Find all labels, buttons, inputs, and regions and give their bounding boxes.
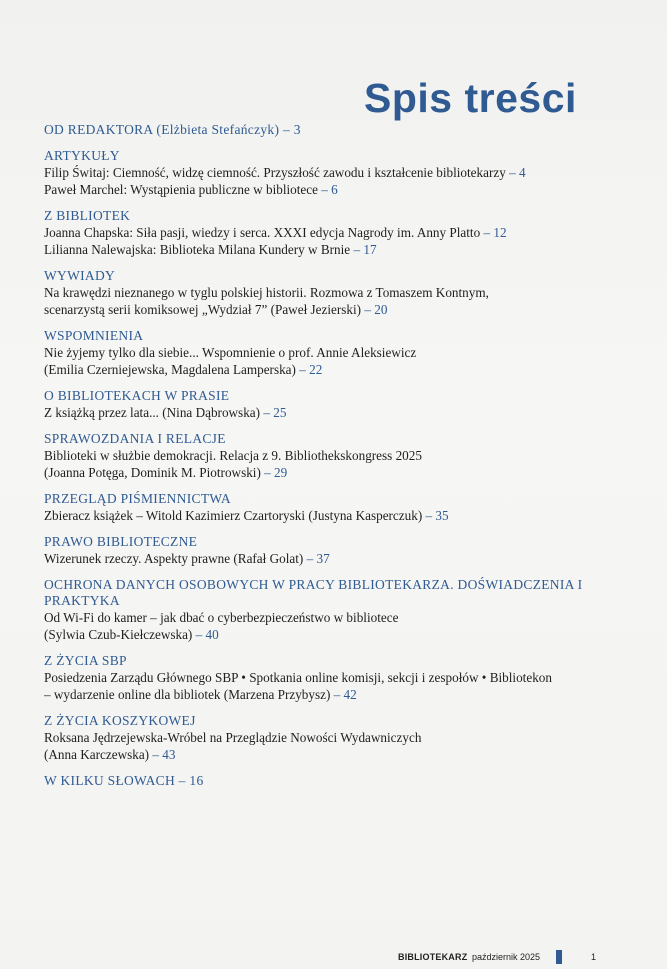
toc-section (44, 122, 644, 138)
entry-page-number: 17 (363, 242, 377, 257)
toc-entry: Zbieracz książek – Witold Kazimierz Czartoryski (Justyna Kasperczuk) – 35 (44, 508, 449, 523)
entry-page-number: 4 (519, 165, 526, 180)
table-of-contents (44, 122, 644, 799)
entry-text: (Anna Karczewska) (44, 747, 150, 762)
section-heading: W KILKU SŁOWACH – 16 (44, 773, 204, 788)
footer-journal-name: BIBLIOTEKARZ (398, 952, 468, 962)
toc-section (44, 653, 644, 703)
section-heading-text: WYWIADY (44, 268, 116, 283)
entry-page-number: 29 (274, 465, 288, 480)
section-heading (44, 328, 644, 344)
section-heading-text: PRZEGLĄD PIŚMIENNICTWA (44, 491, 231, 506)
entry-text: Biblioteki w służbie demokracji. Relacja z 9. Bibliothekskongress 2025 (44, 448, 422, 463)
toc-section (44, 431, 644, 481)
toc-section (44, 713, 644, 763)
toc-entry: Joanna Chapska: Siła pasji, wiedzy i serca. XXXI edycja Nagrody im. Anny Platto – 12 (44, 225, 507, 240)
page-footer (0, 950, 667, 964)
toc-entry (44, 284, 644, 301)
footer-issue-date: październik 2025 (472, 952, 541, 962)
toc-section (44, 491, 644, 524)
section-heading (44, 268, 644, 284)
toc-entry: Wizerunek rzeczy. Aspekty prawne (Rafał Golat) – 37 (44, 551, 330, 566)
toc-entry (44, 729, 644, 746)
section-heading-text: SPRAWOZDANIA I RELACJE (44, 431, 226, 446)
section-heading-text: OD REDAKTORA (Elżbieta Stefańczyk) (44, 122, 280, 137)
toc-entry: (Joanna Potęga, Dominik M. Piotrowski) – 29 (44, 465, 288, 480)
section-heading (44, 653, 644, 669)
footer-page-number: 1 (591, 952, 597, 962)
section-heading (44, 577, 604, 609)
section-heading (44, 713, 644, 729)
section-heading (44, 388, 644, 404)
toc-entry (44, 609, 644, 626)
section-heading (44, 208, 644, 224)
section-heading-text: Z ŻYCIA KOSZYKOWEJ (44, 713, 196, 728)
section-heading-text: Z BIBLIOTEK (44, 208, 131, 223)
entry-text: Z książką przez lata... (Nina Dąbrowska) (44, 405, 261, 420)
entry-page-number: 20 (374, 302, 388, 317)
entry-text: Od Wi-Fi do kamer – jak dbać o cyberbezpieczeństwo w bibliotece (44, 610, 399, 625)
toc-entry: Filip Świtaj: Ciemność, widzę ciemność. Przyszłość zawodu i kształcenie bibliotekarzy – 4 (44, 165, 526, 180)
toc-entry: (Emilia Czerniejewska, Magdalena Lamperska) – 22 (44, 362, 323, 377)
toc-section (44, 577, 644, 643)
entry-text: scenarzystą serii komiksowej „Wydział 7” (Paweł Jezierski) (44, 302, 362, 317)
section-page-number: 3 (293, 122, 301, 137)
entry-text: Nie żyjemy tylko dla siebie... Wspomnienie o prof. Annie Aleksiewicz (44, 345, 417, 360)
section-heading-text: WSPOMNIENIA (44, 328, 144, 343)
entry-text: Zbieracz książek – Witold Kazimierz Czartoryski (Justyna Kasperczuk) (44, 508, 423, 523)
entry-text: Na krawędzi nieznanego w tyglu polskiej historii. Rozmowa z Tomaszem Kontnym, (44, 285, 489, 300)
toc-entry: (Anna Karczewska) – 43 (44, 747, 176, 762)
entry-text: Paweł Marchel: Wystąpienia publiczne w bibliotece (44, 182, 318, 197)
section-heading-text: O BIBLIOTEKACH W PRASIE (44, 388, 230, 403)
toc-section (44, 268, 644, 318)
entry-page-number: 43 (162, 747, 176, 762)
section-heading-text: Z ŻYCIA SBP (44, 653, 127, 668)
entry-text: Lilianna Nalewajska: Biblioteka Milana Kundery w Brnie (44, 242, 351, 257)
entry-text: Wizerunek rzeczy. Aspekty prawne (Rafał Golat) (44, 551, 304, 566)
toc-section (44, 208, 644, 258)
toc-section (44, 148, 644, 198)
entry-text: Roksana Jędrzejewska-Wróbel na Przeglądzie Nowości Wydawniczych (44, 730, 422, 745)
section-heading (44, 148, 644, 164)
entry-page-number: 12 (493, 225, 507, 240)
entry-page-number: 22 (309, 362, 323, 377)
section-heading-text: W KILKU SŁOWACH (44, 773, 175, 788)
toc-section (44, 534, 644, 567)
entry-page-number: 35 (435, 508, 449, 523)
toc-section (44, 328, 644, 378)
footer-accent-bar (556, 950, 562, 964)
section-heading-text: PRAWO BIBLIOTECZNE (44, 534, 198, 549)
entry-text: Filip Świtaj: Ciemność, widzę ciemność. Przyszłość zawodu i kształcenie bibliotekarzy (44, 165, 506, 180)
entry-text: Joanna Chapska: Siła pasji, wiedzy i serca. XXXI edycja Nagrody im. Anny Platto (44, 225, 481, 240)
toc-entry (44, 344, 644, 361)
entry-text: – wydarzenie online dla bibliotek (Marzena Przybysz) (44, 687, 331, 702)
section-heading: OD REDAKTORA (Elżbieta Stefańczyk) – 3 (44, 122, 301, 137)
toc-entry: Lilianna Nalewajska: Biblioteka Milana Kundery w Brnie – 17 (44, 242, 377, 257)
entry-page-number: 42 (343, 687, 357, 702)
section-heading-text: ARTYKUŁY (44, 148, 120, 163)
entry-page-number: 25 (273, 405, 287, 420)
entry-page-number: 6 (331, 182, 338, 197)
entry-page-number: 37 (316, 551, 330, 566)
toc-entry (44, 669, 644, 686)
section-heading (44, 431, 644, 447)
entry-text: Posiedzenia Zarządu Głównego SBP • Spotkania online komisji, sekcji i zespołów • Bibliotekon (44, 670, 552, 685)
toc-section (44, 773, 644, 789)
entry-text: (Sylwia Czub-Kiełczewska) (44, 627, 193, 642)
toc-entry: – wydarzenie online dla bibliotek (Marzena Przybysz) – 42 (44, 687, 357, 702)
section-heading (44, 491, 644, 507)
section-heading-text: OCHRONA DANYCH OSOBOWYCH W PRACY BIBLIOTEKARZA. DOŚWIADCZENIA I PRAKTYKA (44, 577, 583, 608)
toc-entry: scenarzystą serii komiksowej „Wydział 7” (Paweł Jezierski) – 20 (44, 302, 388, 317)
page-title: Spis treści (364, 75, 577, 122)
entry-text: (Emilia Czerniejewska, Magdalena Lamperska) (44, 362, 296, 377)
section-page-number: 16 (189, 773, 204, 788)
entry-page-number: 40 (205, 627, 219, 642)
entry-text: (Joanna Potęga, Dominik M. Piotrowski) (44, 465, 261, 480)
section-heading (44, 534, 644, 550)
toc-entry: Paweł Marchel: Wystąpienia publiczne w bibliotece – 6 (44, 182, 338, 197)
toc-entry: (Sylwia Czub-Kiełczewska) – 40 (44, 627, 219, 642)
toc-section (44, 388, 644, 421)
toc-entry: Z książką przez lata... (Nina Dąbrowska) – 25 (44, 405, 287, 420)
toc-entry (44, 447, 644, 464)
